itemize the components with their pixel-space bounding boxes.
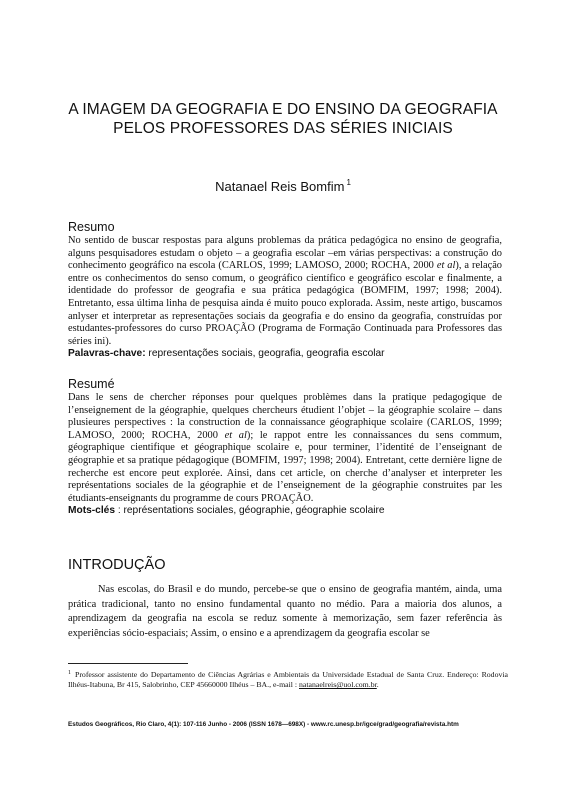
resume-text-part-1: Dans le sens de chercher réponses pour quelques problèmes dans la pratique pedagogique de l’enseignement de la géographie, quelques chercheurs étudient l’objet – la géographie scolaire – dans plusieures perspectives : la construction de la connaissance géographique scolaire (CARLOS, 1999; LAMOSO, 2000; ROCHA, 2000 [68, 392, 502, 441]
footnote-text: Professor assistente do Departamento de Ciências Agrárias e Ambientais da Universidade Estadual de Santa Cruz. Endereço: Rodovia Ilhéus-Itabuna, Br 415, Salobrinho, CEP 45660000 Ilhéus – BA., e-mail : [68, 670, 508, 689]
palavras-chave [68, 348, 508, 360]
resumo-heading: Resumo [68, 220, 115, 234]
resumo-et-al: et al [436, 260, 456, 272]
footnote-end: . [376, 680, 379, 689]
footnote-divider [68, 663, 188, 664]
running-footer: Estudos Geográficos, Rio Claro, 4(1): 107-116 Junho - 2006 (ISSN 1678—698X) - www.rc.unesp.br/igce/grad/geografia/revista.htm [68, 721, 459, 728]
palavras-chave-label: Palavras-chave: [68, 348, 146, 359]
author-name: Natanael Reis Bomfim [215, 179, 345, 194]
introducao-heading: INTRODUÇÃO [68, 557, 166, 573]
introducao-text: Nas escolas, do Brasil e do mundo, percebe-se que o ensino de geografia mantém, ainda, uma prática tradicional, tanto no ensino fundamental quanto no médio. Para a maioria dos alunos, a aprendizagem da geografia na escola se reduz somente à memorização, sem fazer referência às experiências sócio-espaciais; Assim, o ensino e a aprendizagem da geografia escolar se [68, 584, 502, 639]
footnote [68, 668, 508, 690]
resume-et-al: et al [224, 429, 247, 441]
footnote-email-link[interactable]: natanaelreis@uol.com.br [299, 680, 377, 689]
paper-title: A IMAGEM DA GEOGRAFIA E DO ENSINO DA GEOGRAFIA PELOS PROFESSORES DAS SÉRIES INICIAIS [68, 101, 498, 137]
resumo-text-part-2: ), a relação entre os conhecimentos do senso comum, o geográfico científico e geográfico escolar e finalmente, a identidade do professor de geografia e sua prática pedagógica (BOMFIM, 1997; 1998; 2004). Entretanto, essa última linha de pesquisa ainda é muito pouco explorada. Assim, neste artigo, buscamos anlyser et interpretar as representações sociais da geografia e do ensino da geografia, construídas por estudantes-professores do curso PROAÇÃO (Programa de Formação Continuada para Professores das séries ini). [68, 260, 502, 347]
author-line [60, 178, 506, 194]
footnote-mark: 1 [68, 670, 71, 676]
mots-cles-label: Mots-clés [68, 505, 115, 516]
resume-heading: Resumé [68, 377, 115, 391]
resume-text [68, 392, 502, 505]
resumo-text-part-1: No sentido de buscar respostas para alguns problemas da prática pedagógica no ensino de geografia, alguns pesquisadores estudam o objeto – a geografia escolar –em várias perspectivas: a construção do conhecimento geográfico na escola (CARLOS, 1999; LAMOSO, 2000; ROCHA, 2000 [68, 235, 502, 272]
mots-cles [68, 505, 508, 517]
resumo-text [68, 235, 502, 348]
resume-text-part-2: ); le rappot entre les connaissances du sens commum, géographique cientifique et géographique scolaire e, pour terminer, l’identité de l’enseignant de géographie et sa pratique pédagogique (BOMFIM, 1997; 1998; 2004). Entretant, cette dernière ligne de recherche est encore peut explorée. Ainsi, dans cet article, on cherche d’analyser et interpreter les représentations sociales de la géographie et de l’enseignement de la géographie construites par les étudiants-enseignants du programme de cours PROAÇÃO. [68, 429, 502, 504]
palavras-chave-values: representações sociais, geografia, geografia escolar [145, 348, 385, 359]
author-footnote-mark: 1 [346, 178, 351, 187]
mots-cles-values: : représentations sociales, géographie, géographie scolaire [115, 505, 385, 516]
